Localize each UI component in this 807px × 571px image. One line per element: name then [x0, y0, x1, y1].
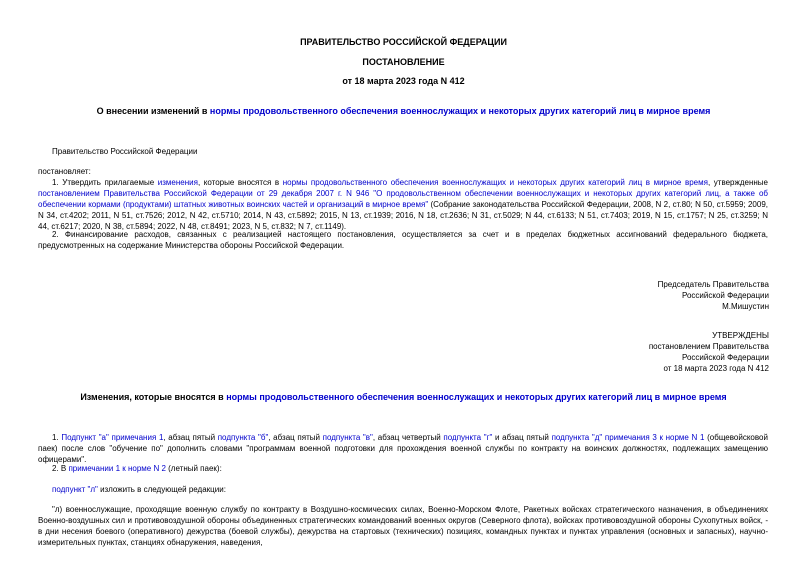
c1-text-1: 1.	[52, 433, 62, 442]
signature-line-3: М.Мишустин	[722, 302, 769, 312]
title-prefix: О внесении изменений в	[96, 106, 210, 116]
c2-link-1[interactable]: примечании 1 к норме N 2	[68, 464, 166, 473]
document-title	[0, 105, 807, 117]
c2-text-1: 2. В	[52, 464, 69, 473]
c1-text-3: , абзац пятый	[268, 433, 323, 442]
approved-line-3: Российской Федерации	[682, 353, 769, 363]
paragraph-1	[38, 177, 768, 232]
signature-block	[658, 279, 769, 312]
c2-text-2: (летный паек):	[165, 464, 222, 473]
p1-text-4: (Собрание законодательства Российской Федерации, 2008, N 2, ст.80; N 50, ст.5959; 2009, N 34, ст.4202; 2011, N 51, ст.7526; 2012, N 42, ст.5710; 2014, N 43, ст.5892; 2015, N 13, ст.1939; 2016, N 18, ст.2636; N 31, ст.5029; N 44, ст.6133; N 51, ст.7403; 2019, N 15, ст.1757; N 25, ст.3259; N 44, ст.6217; 2020, N 38, ст.5894; 2022, N 48, ст.8491; 2023, N 5, ст.832; N 7, ст.1149).	[38, 200, 768, 232]
approved-line-1: УТВЕРЖДЕНЫ	[712, 331, 769, 340]
c1-link-1[interactable]: Подпункт "а" примечания 1	[61, 433, 164, 442]
c1-text-4: , абзац четвертый	[372, 433, 444, 442]
c1-link-2[interactable]: подпункта "б"	[217, 433, 269, 442]
changes-title-prefix: Изменения, которые вносятся в	[80, 392, 227, 402]
c1-text-6: (общевойсковой паек) после слов "обучение по" дополнить словами "программам военной подготовки для прохождения военной службы по контракту на воинских должностях, подлежащих замещению офицерами".	[38, 433, 768, 465]
p1-text-1: 1. Утвердить прилагаемые	[52, 178, 158, 187]
c1-link-5[interactable]: подпункта "д" примечания 3 к норме N 1	[551, 433, 705, 442]
p1-link-norms[interactable]: нормы продовольственного обеспечения военнослужащих и некоторых других категорий лиц в мирное время	[282, 178, 708, 187]
approved-block	[649, 330, 769, 374]
c3-link-1[interactable]: подпункт "л"	[52, 485, 98, 494]
p1-text-2: , которые вносятся в	[197, 178, 283, 187]
title-link[interactable]: нормы продовольственного обеспечения военнослужащих и некоторых других категорий лиц в мирное время	[209, 106, 711, 116]
intro-government: Правительство Российской Федерации	[52, 147, 198, 156]
intro-decrees: постановляет:	[38, 167, 91, 176]
approved-line-2: постановлением Правительства	[648, 342, 769, 352]
signature-line-1: Председатель Правительства	[657, 280, 769, 289]
c1-text-5: и абзац пятый	[492, 433, 552, 442]
change-item-1	[38, 432, 768, 465]
date-number-heading: от 18 марта 2023 года N 412	[342, 76, 465, 86]
government-heading: ПРАВИТЕЛЬСТВО РОССИЙСКОЙ ФЕДЕРАЦИИ	[300, 37, 507, 47]
p1-link-decree-946[interactable]: постановлением Правительства Российской Федерации от 29 декабря 2007 г. N 946 "О продовольственном обеспечении военнослужащих и некоторых других категорий лиц, а также об обеспечении кормами (продуктами) штатных животных воинских частей и организаций в мирное время"	[38, 189, 768, 210]
changes-title	[0, 391, 807, 403]
c3-text-1: изложить в следующей редакции:	[97, 485, 226, 494]
approved-line-4: от 18 марта 2023 года N 412	[663, 364, 769, 374]
signature-line-2: Российской Федерации	[682, 291, 769, 301]
paragraph-2: 2. Финансирование расходов, связанных с реализацией настоящего постановления, осуществляется за счет и в пределах бюджетных ассигнований федерального бюджета, предусмотренных на содержание Министерства обороны Российской Федерации.	[38, 230, 768, 251]
doc-type-heading: ПОСТАНОВЛЕНИЕ	[362, 57, 445, 67]
change-item-3	[38, 484, 768, 495]
p1-link-changes[interactable]: изменения	[157, 178, 198, 187]
change-item-2	[38, 463, 768, 474]
change-item-4: "л) военнослужащие, проходящие военную службу по контракту в Воздушно-космических силах, Военно-Морском Флоте, Ракетных войсках стратегического назначения, в объединениях Военно-воздушных сил и противовоздушной обороны объединенных стратегических командований военных округов (Северного флота), войсках противовоздушной обороны Сухопутных войск, - в дни несения боевого (оперативного) дежурства (боевой службы), дежурства на стартовых (технических) позициях, командных пунктах и пунктах управления (основных и запасных), научно-измерительных пунктах, станциях обнаружения, наведения,	[38, 505, 768, 548]
c1-link-4[interactable]: подпункта "г"	[443, 433, 493, 442]
c1-link-3[interactable]: подпункта "в"	[322, 433, 373, 442]
p1-text-3: , утвержденные	[707, 178, 769, 187]
c1-text-2: , абзац пятый	[163, 433, 218, 442]
changes-title-link[interactable]: нормы продовольственного обеспечения военнослужащих и некоторых других категорий лиц в мирное время	[226, 392, 727, 402]
